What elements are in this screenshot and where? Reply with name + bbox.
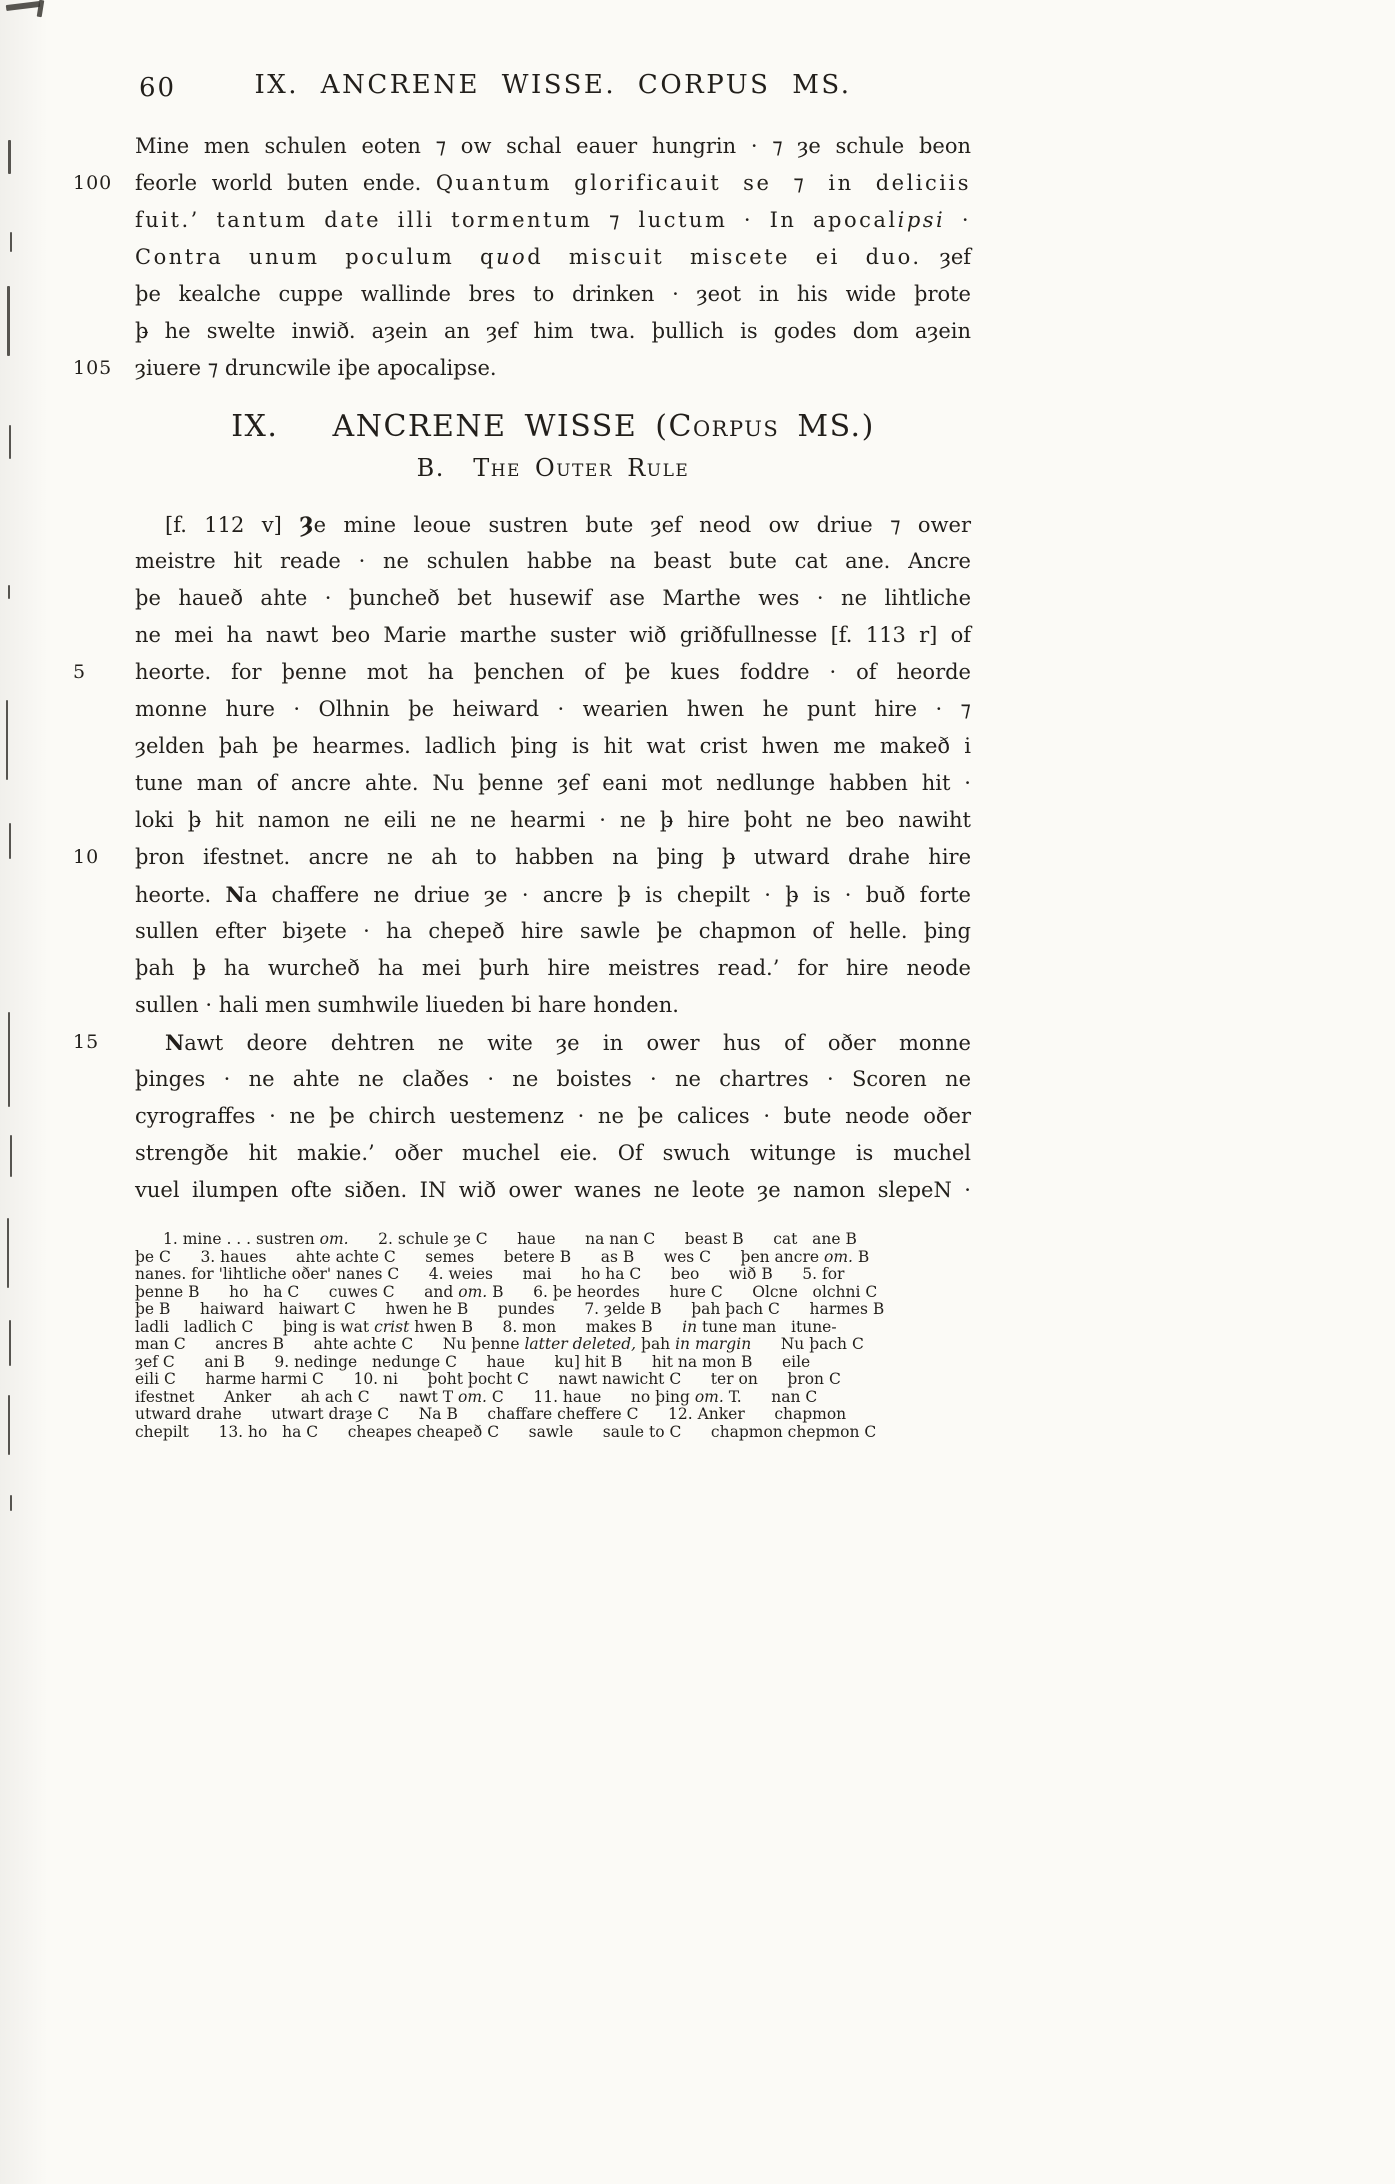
- text-segment: C 11. haue no þing: [487, 1387, 695, 1406]
- line-text: [135, 919, 971, 943]
- scan-artifact: [9, 823, 11, 859]
- text-line: [135, 239, 971, 276]
- text-segment: B.: [416, 454, 474, 482]
- line-text: [135, 1178, 971, 1202]
- text-segment: þah: [636, 1335, 676, 1353]
- text-segment: ·: [945, 208, 971, 232]
- text-line: [135, 913, 971, 950]
- body-text: [73, 506, 972, 1209]
- line-text: [135, 1335, 864, 1353]
- text-line: [135, 1389, 971, 1407]
- text-segment: utward drahe utwart draȝe C Na B chaffare cheffere C 12. Anker chapmon: [135, 1405, 847, 1423]
- text-segment: om.: [694, 1387, 724, 1406]
- line-text: [135, 993, 679, 1017]
- text-segment: fuit.’ tantum date illi tormentum ⁊ luctum · In apocal: [135, 208, 898, 232]
- text-line: [73, 654, 971, 691]
- text-segment: þ̵ he swelte inwið. aȝein an ȝef him twa. þullich is godes dom aȝein: [135, 319, 971, 343]
- scan-artifact: [37, 0, 45, 17]
- text-segment: in: [682, 1317, 698, 1336]
- line-text: [135, 1388, 817, 1406]
- text-segment: sullen · hali men sumhwile liueden bi hare honden.: [135, 993, 679, 1017]
- text-segment: þron ifestnet. ancre ne ah to habben na þing þ̵ utward drahe hire: [135, 845, 971, 869]
- line-text: [165, 1031, 971, 1055]
- line-text: [135, 134, 971, 158]
- text-segment: þe kealche cuppe wallinde bres to drinken · ȝeot in his wide þrote: [135, 282, 971, 306]
- text-line: [135, 728, 971, 765]
- text-segment: þah þ̵ ha wurcheð ha mei þurh hire meistres read.’ for hire neode: [135, 956, 971, 980]
- text-segment: chepilt 13. ho ha C cheapes cheapeð C sawle saule to C chapmon chepmon C: [135, 1422, 877, 1441]
- text-segment: Mine men schulen eoten ⁊ ow schal eauer hungrin · ⁊ ȝe schule beon: [135, 134, 971, 158]
- line-text: [135, 1318, 837, 1336]
- text-line: [135, 1266, 971, 1284]
- text-segment: Ȝ: [299, 512, 314, 537]
- scan-artifact: [6, 1, 40, 11]
- line-text: [135, 1353, 810, 1371]
- text-line: [135, 128, 971, 165]
- text-line: [135, 1371, 971, 1389]
- text-segment: om.: [458, 1387, 487, 1406]
- line-text: [135, 1067, 971, 1091]
- text-line: [135, 802, 971, 839]
- scan-artifact: [6, 700, 8, 780]
- text-segment: ȝelden þah þe hearmes. ladlich þing is hit wat crist hwen me makeð i: [135, 734, 971, 758]
- text-segment: þinges · ne ahte ne claðes · ne boistes · ne chartres · Scoren ne: [135, 1067, 971, 1091]
- line-text: [135, 883, 971, 907]
- text-segment: þenne B ho ha C cuwes C and: [135, 1282, 459, 1301]
- text-line: [135, 1135, 971, 1172]
- text-segment: heorte. for þenne mot ha þenchen of þe kues foddre · of heorde: [135, 660, 971, 684]
- section-title: [135, 409, 971, 444]
- line-text: [135, 586, 971, 610]
- scan-artifact: [7, 286, 10, 356]
- text-segment: 1. mine . . . sustren: [163, 1230, 320, 1248]
- text-segment: B 6. þe heordes hure C Olcne olchni C: [487, 1282, 878, 1301]
- text-segment: vuel ilumpen ofte siðen. IN wið ower wanes ne leote ȝe namon slepeN ·: [135, 1178, 971, 1202]
- text-block: [73, 70, 972, 1441]
- text-line: [135, 1301, 971, 1319]
- running-head: IX. ANCRENE WISSE. CORPUS MS.: [254, 70, 852, 100]
- line-text: [135, 697, 971, 721]
- text-segment: in margin: [675, 1335, 752, 1353]
- text-segment: ȝef: [921, 245, 972, 269]
- text-segment: MS.): [779, 409, 875, 444]
- text-line: [135, 1249, 971, 1267]
- text-line: [73, 1024, 971, 1061]
- line-text: [135, 771, 971, 795]
- text-segment: Contra unum poculum q: [135, 245, 497, 269]
- text-line: [135, 202, 971, 239]
- text-segment: ipsi: [897, 208, 946, 232]
- line-text: [163, 1230, 857, 1248]
- page-header: [135, 70, 971, 104]
- line-number: 10: [73, 846, 100, 868]
- text-segment: heorte.: [135, 883, 226, 907]
- section-subtitle: [135, 454, 971, 482]
- text-segment: The Outer Rule: [473, 454, 690, 482]
- text-segment: latter deleted,: [524, 1335, 637, 1353]
- line-text: [135, 1265, 844, 1283]
- text-line: [135, 1284, 971, 1302]
- line-text: [135, 282, 971, 306]
- text-segment: sullen efter biȝete · ha chepeð hire sawle þe chapmon of helle. þing: [135, 919, 971, 943]
- line-number: 105: [73, 357, 113, 379]
- line-text: [135, 1141, 971, 1165]
- text-segment: 2. schule ȝe C haue na nan C beast B cat ane B: [348, 1230, 857, 1248]
- line-text: [135, 660, 971, 684]
- text-line: [135, 276, 971, 313]
- line-text: [135, 208, 971, 232]
- text-line: [73, 350, 971, 387]
- text-segment: feorle world buten ende.: [135, 171, 436, 195]
- line-text: [135, 734, 971, 758]
- text-segment: om.: [319, 1230, 349, 1248]
- scan-artifact: [10, 1495, 12, 1511]
- line-number: 5: [73, 661, 87, 683]
- line-text: [135, 623, 971, 647]
- text-segment: N: [165, 1030, 185, 1055]
- line-text: [135, 1248, 869, 1266]
- line-text: [165, 513, 971, 537]
- line-text: [135, 1300, 884, 1318]
- text-segment: T. nan C: [723, 1387, 818, 1406]
- text-line: [135, 506, 971, 543]
- scan-artifact: [9, 425, 11, 459]
- text-line: [135, 1231, 971, 1249]
- line-text: [135, 356, 497, 380]
- text-segment: [f. 112 v]: [165, 513, 300, 537]
- text-segment: ȝef C ani B 9. nedinge nedunge C haue ku] hit B hit na mon B eile: [135, 1352, 811, 1371]
- text-segment: nanes. for 'lihtliche oðer' nanes C 4. weies mai ho ha C beo wið B 5. for: [135, 1265, 845, 1283]
- scan-artifact: [8, 585, 10, 599]
- text-segment: cyrograffes · ne þe chirch uestemenz · ne þe calices · bute neode oðer: [135, 1104, 971, 1128]
- text-segment: monne hure · Olhnin þe heiward · wearien hwen he punt hire · ⁊: [135, 697, 971, 721]
- text-segment: meistre hit reade · ne schulen habbe na beast bute cat ane. Ancre: [135, 549, 971, 573]
- text-segment: loki þ̵ hit namon ne eili ne ne hearmi · ne þ̵ hire þoht ne beo nawiht: [135, 808, 971, 832]
- text-segment: Nu þach C: [751, 1335, 864, 1353]
- text-segment: ladli ladlich C þing is wat: [135, 1317, 375, 1336]
- text-line: [135, 950, 971, 987]
- line-number: 100: [73, 172, 113, 194]
- text-segment: om.: [458, 1282, 488, 1301]
- line-text: [135, 171, 971, 195]
- scan-artifact: [7, 1218, 9, 1288]
- text-segment: IX. ANCRENE WISSE (: [231, 409, 669, 444]
- text-segment: crist: [374, 1317, 410, 1336]
- line-number: 15: [73, 1031, 100, 1053]
- text-line: [135, 1354, 971, 1372]
- text-segment: tune man of ancre ahte. Nu þenne ȝef eani mot nedlunge habben hit ·: [135, 771, 971, 795]
- line-text: [135, 549, 971, 573]
- text-segment: Corpus: [668, 409, 780, 444]
- text-line: [135, 1061, 971, 1098]
- text-segment: awt deore dehtren ne wite ȝe in ower hus of oðer monne: [184, 1031, 971, 1055]
- text-line: [135, 1424, 971, 1442]
- text-line: [135, 1406, 971, 1424]
- line-text: [135, 1405, 846, 1423]
- line-text: [135, 956, 971, 980]
- text-segment: a chaffere ne driue ȝe · ancre þ̵ is chepilt · þ̵ is · buð forte: [244, 883, 971, 907]
- line-text: [135, 245, 971, 269]
- text-line: [135, 876, 971, 913]
- scan-artifact: [8, 1012, 10, 1107]
- text-line: [135, 313, 971, 350]
- text-segment: þe C 3. haues ahte achte C semes betere B as B wes C þen ancre: [135, 1247, 824, 1266]
- text-segment: B: [852, 1247, 870, 1266]
- text-segment: man C ancres B ahte achte C Nu þenne: [135, 1335, 525, 1353]
- text-line: [135, 1172, 971, 1209]
- text-segment: e mine leoue sustren bute ȝef neod ow driue ⁊ ower: [313, 513, 972, 537]
- text-segment: tune man itune-: [697, 1317, 837, 1336]
- text-line: [135, 691, 971, 728]
- text-line: [135, 1319, 971, 1337]
- text-line: [73, 839, 971, 876]
- text-line: [73, 165, 971, 202]
- line-text: [135, 1370, 841, 1388]
- line-text: [135, 319, 971, 343]
- line-text: [135, 1423, 876, 1441]
- line-text: [135, 1104, 971, 1128]
- text-segment: ȝiuere ⁊ druncwile iþe apocalipse.: [135, 356, 497, 380]
- text-line: [135, 1098, 971, 1135]
- line-text: [135, 808, 971, 832]
- text-segment: om.: [823, 1247, 853, 1266]
- text-segment: hwen B 8. mon makes B: [409, 1317, 683, 1336]
- scan-artifact: [8, 1395, 10, 1455]
- text-segment: ne mei ha nawt beo Marie marthe suster wið griðfullnesse [f. 113 r] of: [135, 623, 971, 647]
- scan-artifact: [9, 1320, 11, 1366]
- text-line: [135, 617, 971, 654]
- text-segment: eili C harme harmi C 10. ni þoht þocht C nawt nawicht C ter on þron C: [135, 1370, 841, 1388]
- text-segment: þe B haiward haiwart C hwen he B pundes 7. ȝelde B þah þach C harmes B: [135, 1300, 885, 1318]
- text-segment: uo: [496, 245, 528, 269]
- scan-artifact: [8, 140, 11, 174]
- text-line: [135, 1336, 971, 1354]
- text-segment: d miscuit miscete ei duo.: [527, 245, 922, 269]
- text-segment: N: [225, 882, 245, 907]
- text-segment: Quantum glorificauit se ⁊ in deliciis: [435, 171, 971, 195]
- text-line: [135, 765, 971, 802]
- page-number: 60: [139, 73, 177, 103]
- scan-artifact: [10, 1135, 12, 1177]
- text-segment: þe haueð ahte · þuncheð bet husewif ase Marthe wes · ne lihtliche: [135, 586, 971, 610]
- text-line: [135, 580, 971, 617]
- line-text: [135, 845, 971, 869]
- scan-artifact: [10, 232, 12, 252]
- text-segment: ifestnet Anker ah ach C nawt T: [135, 1387, 459, 1406]
- text-line: [135, 543, 971, 580]
- line-text: [135, 1283, 877, 1301]
- critical-apparatus: [135, 1231, 971, 1441]
- text-line: [135, 987, 971, 1024]
- text-segment: strengðe hit makie.’ oðer muchel eie. Of swuch witunge is muchel: [135, 1141, 971, 1165]
- intro-passage: [73, 128, 972, 387]
